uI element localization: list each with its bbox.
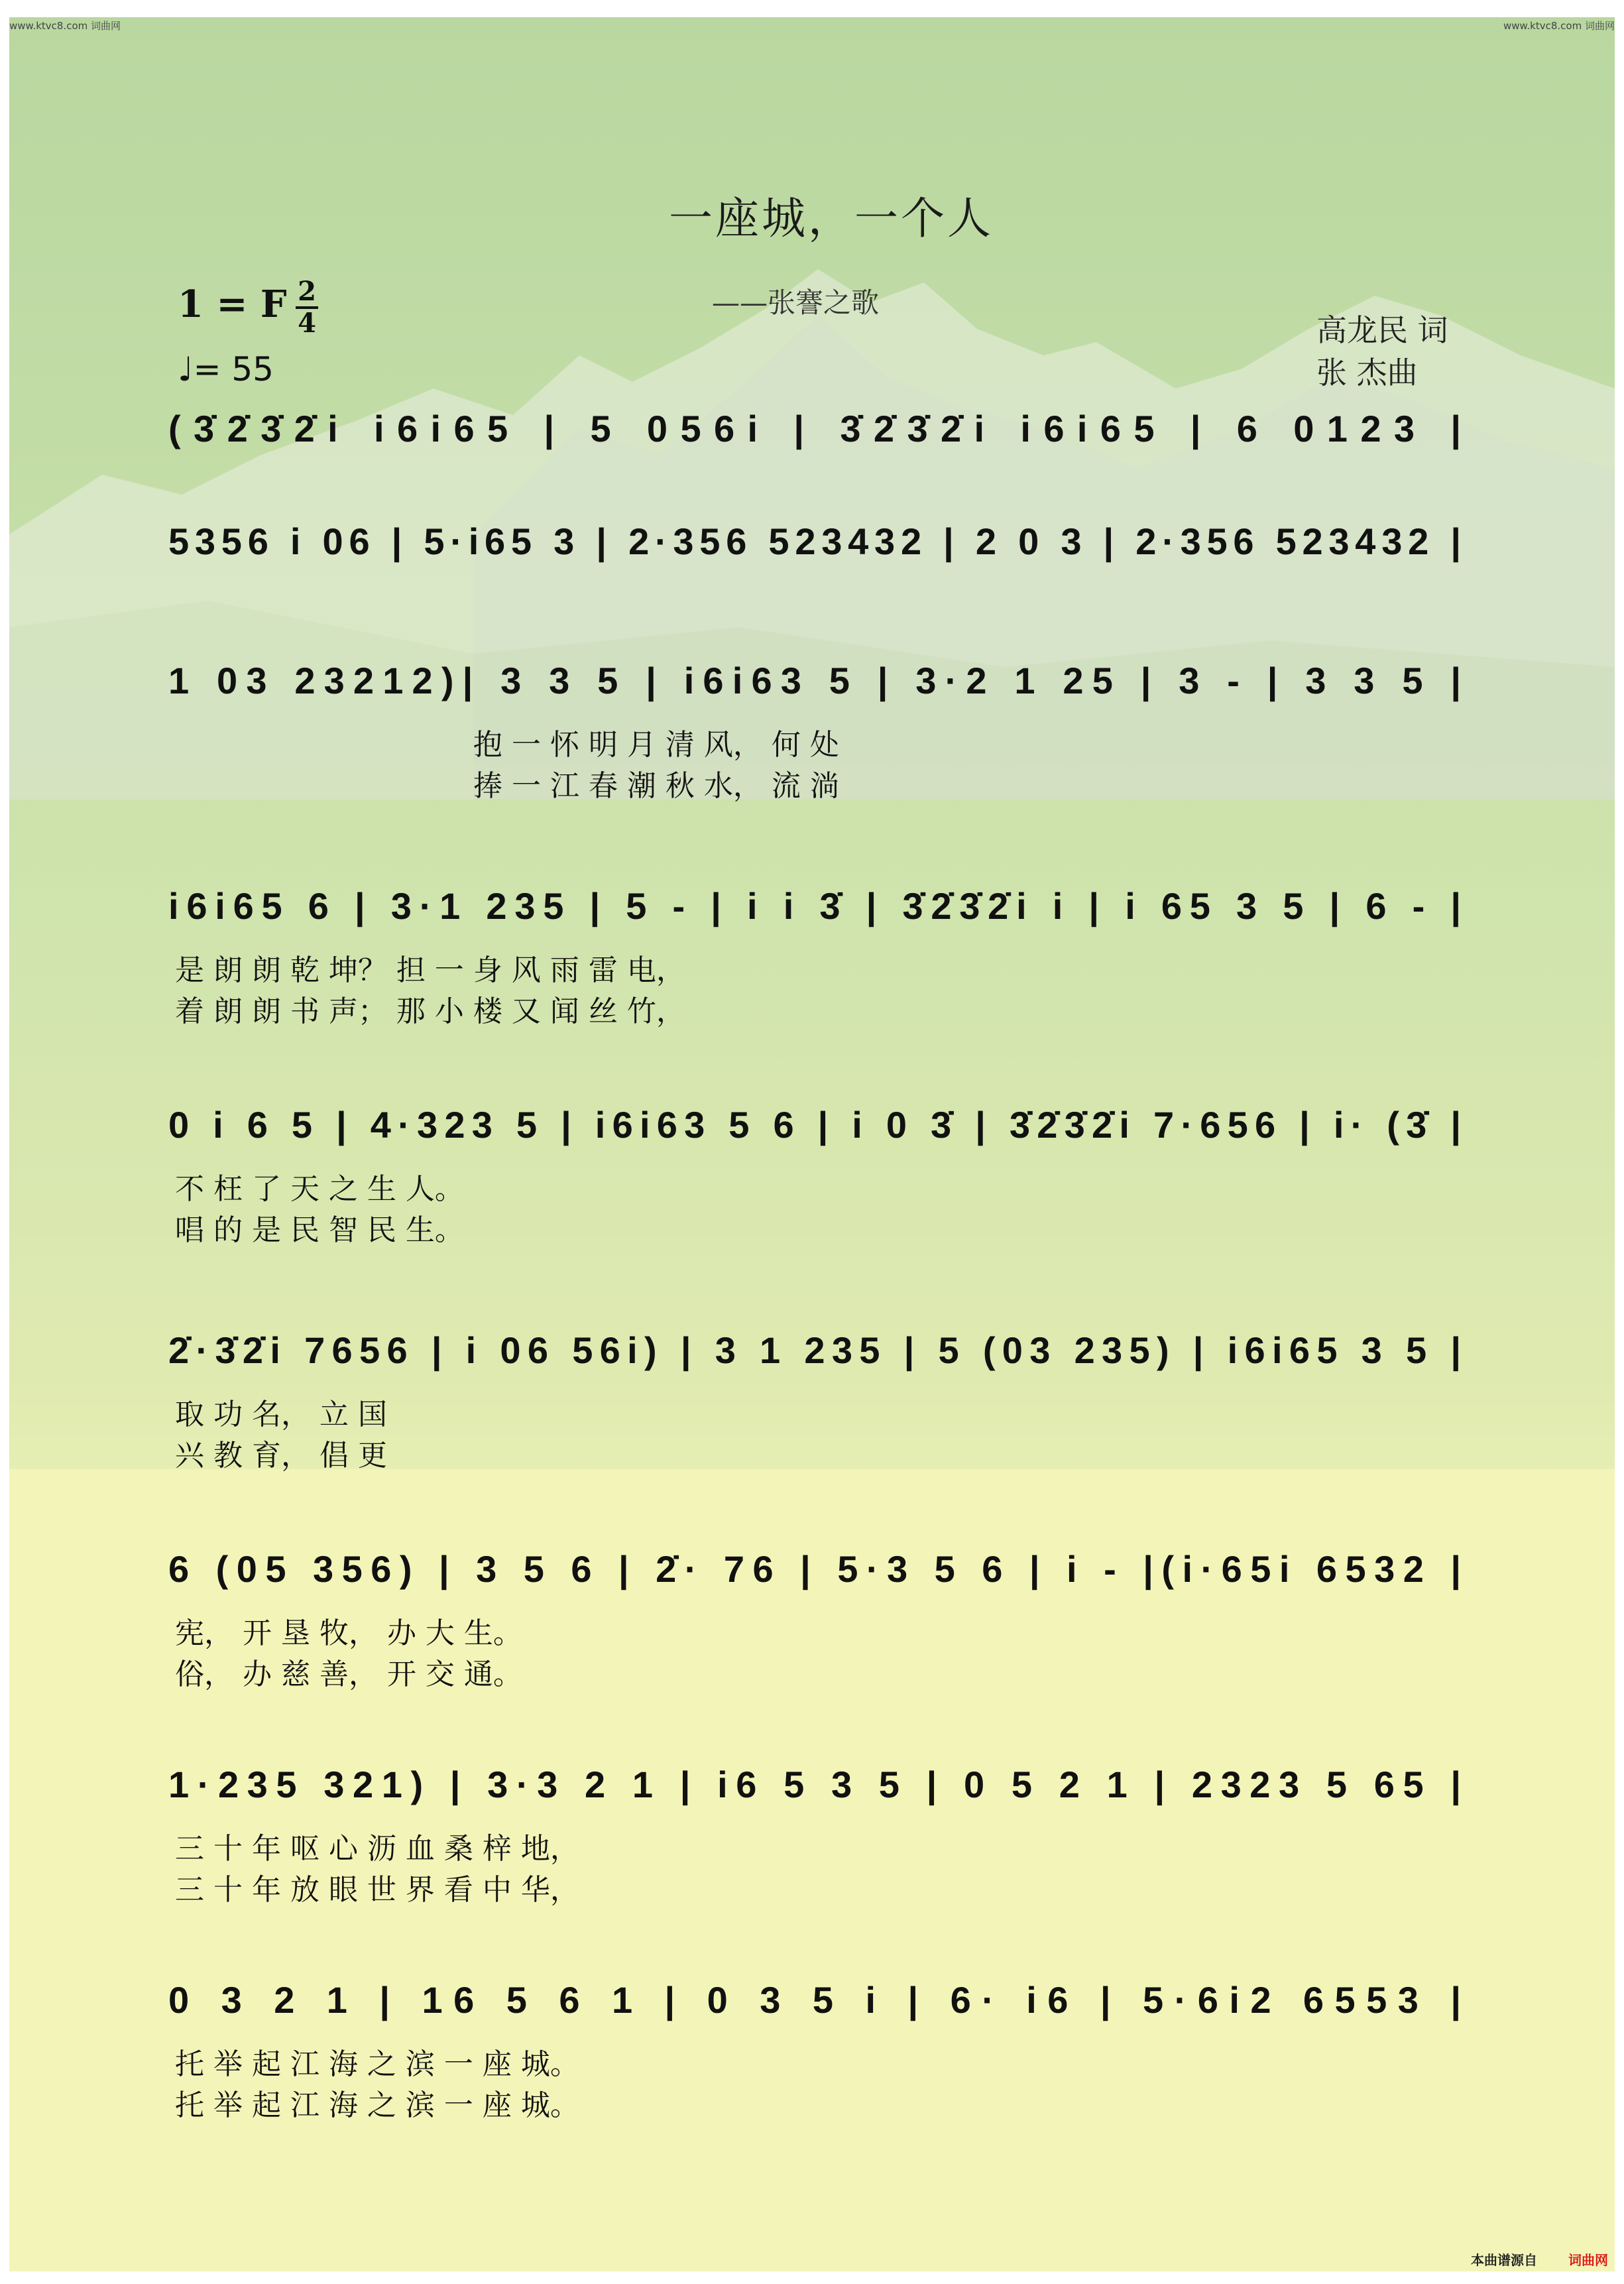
site-watermark-left: www.ktvc8.com 词曲网 bbox=[9, 20, 121, 32]
song-subtitle: ——张謇之歌 bbox=[712, 286, 880, 319]
lyric-row-7-verse-2: 俗， 办 慈 善， 开 交 通。 bbox=[175, 1657, 522, 1691]
time-sig-top: 2 bbox=[298, 276, 316, 307]
notation-row-6: 2̇·3̇2̇i 7656 | i 06 56i) | 3 1 235 | 5 (03 235) | i6i65 3 5 | bbox=[168, 1329, 1461, 1371]
lyric-row-6-verse-2: 兴 教 育， 倡 更 bbox=[175, 1439, 387, 1473]
footer-source: 本曲谱源自 bbox=[1471, 2252, 1538, 2268]
footer bbox=[1471, 2250, 1608, 2269]
lyric-row-3-verse-2: 捧 一 江 春 潮 秋 水， 流 淌 bbox=[473, 769, 839, 803]
lyricist: 高龙民 词 bbox=[1316, 312, 1448, 348]
notation-row-9: 0 3 2 1 | 16 5 6 1 | 0 3 5 i | 6· i6 | 5·6i2 6553 | bbox=[168, 1979, 1462, 2021]
site-watermark-right: www.ktvc8.com 词曲网 bbox=[1503, 20, 1615, 32]
lyric-row-3-verse-1: 抱 一 怀 明 月 清 风， 何 处 bbox=[473, 728, 839, 762]
notation-staff bbox=[9, 17, 1615, 2271]
lyric-row-9-verse-1: 托 举 起 江 海 之 滨 一 座 城。 bbox=[175, 2047, 579, 2081]
notation-row-7: 6 (05 356) | 3 5 6 | 2̇· 76 | 5·3 5 6 | i - |(i·65i 6532 | bbox=[168, 1548, 1462, 1590]
lyric-row-7-verse-1: 宪， 开 垦 牧， 办 大 生。 bbox=[175, 1616, 522, 1650]
key-signature: 1 = F bbox=[178, 282, 287, 326]
lyric-row-5-verse-1: 不 枉 了 天 之 生 人。 bbox=[175, 1172, 464, 1206]
lyric-row-9-verse-2: 托 举 起 江 海 之 滨 一 座 城。 bbox=[175, 2088, 579, 2122]
time-sig-bottom: 4 bbox=[298, 308, 316, 339]
notation-row-8: 1·235 321) | 3·3 2 1 | i6 5 3 5 | 0 5 2 1 | 2323 5 65 | bbox=[168, 1764, 1461, 1805]
score-page bbox=[9, 17, 1615, 2271]
notation-row-2: 5356 i 06 | 5·i65 3 | 2·356 523432 | 2 0 3 | 2·356 523432 | bbox=[168, 520, 1461, 562]
notation-row-4: i6i65 6 | 3·1 235 | 5 - | i i 3̇ | 3̇2̇3̇2̇i i | i 65 3 5 | 6 - | bbox=[168, 885, 1461, 927]
composer: 张 杰曲 bbox=[1316, 355, 1418, 391]
tempo-marking: ♩= 55 bbox=[178, 350, 274, 389]
notation-row-1: (3̇2̇3̇2̇i i6i65 | 5 056i | 3̇2̇3̇2̇i i6i65 | 6 0123 | bbox=[168, 408, 1462, 450]
lyric-row-8-verse-1: 三 十 年 呕 心 沥 血 桑 梓 地， bbox=[175, 1832, 579, 1866]
lyric-row-4-verse-1: 是 朗 朗 乾 坤？ 担 一 身 风 雨 雷 电， bbox=[175, 953, 685, 987]
lyric-row-6-verse-1: 取 功 名， 立 国 bbox=[175, 1398, 387, 1431]
notation-row-5: 0 i 6 5 | 4·323 5 | i6i63 5 6 | i 0 3̇ | 3̇2̇3̇2̇i 7·656 | i· (3̇ | bbox=[168, 1104, 1462, 1146]
footer-site: 词曲网 bbox=[1568, 2252, 1608, 2268]
notation-row-3: 1 03 23212)| 3 3 5 | i6i63 5 | 3·2 1 25 | 3 - | 3 3 5 | bbox=[168, 660, 1461, 701]
lyric-row-5-verse-2: 唱 的 是 民 智 民 生。 bbox=[175, 1213, 464, 1247]
lyric-row-4-verse-2: 着 朗 朗 书 声； 那 小 楼 又 闻 丝 竹， bbox=[175, 994, 685, 1028]
song-title: 一座城，一个人 bbox=[669, 193, 994, 244]
lyric-row-8-verse-2: 三 十 年 放 眼 世 界 看 中 华， bbox=[175, 1873, 579, 1907]
